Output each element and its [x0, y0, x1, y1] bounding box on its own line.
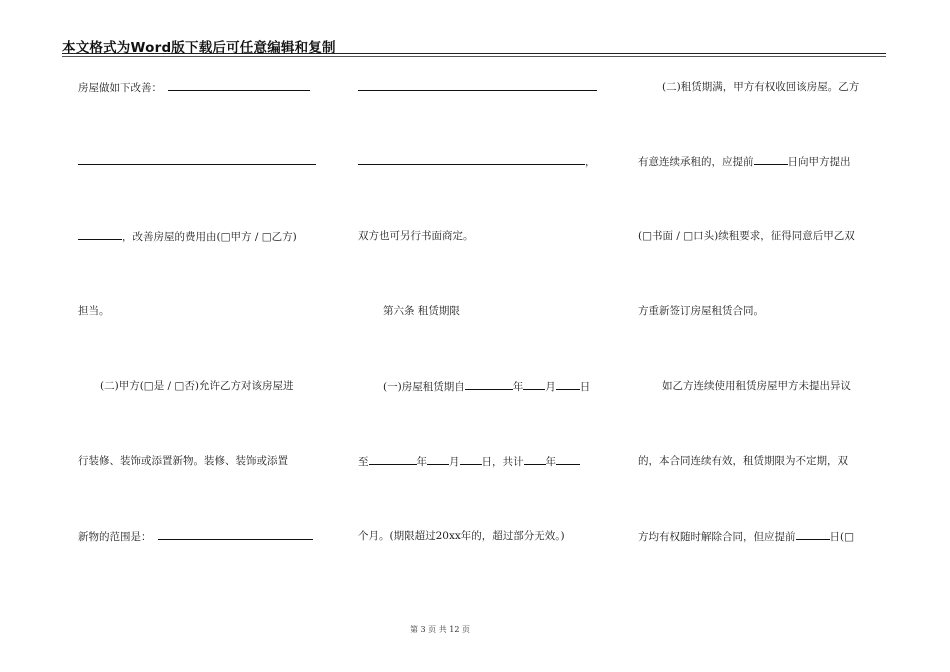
page-number: 第 3 页 共 12 页	[410, 625, 470, 634]
text: 日	[579, 381, 591, 393]
text-line: 双方也可另行书面商定。	[358, 230, 474, 242]
text-line: 方重新签订房屋租赁合同。	[638, 305, 764, 317]
fill-blank[interactable]	[796, 529, 830, 540]
text-line	[78, 154, 316, 169]
text-line	[383, 379, 590, 394]
fill-blank[interactable]	[556, 454, 580, 465]
text: 方均有权随时解除合同，但应提前	[638, 531, 796, 543]
fill-blank[interactable]	[556, 379, 580, 390]
text-line	[638, 154, 851, 169]
fill-blank[interactable]	[168, 80, 310, 91]
text-line	[638, 529, 854, 544]
text: 月	[545, 381, 556, 393]
fill-blank[interactable]	[523, 379, 545, 390]
text-line: 如乙方连续使用租赁房屋甲方未提出异议	[662, 380, 851, 392]
text: ，改善房屋的费用由(□甲方 / □乙方)	[122, 231, 297, 243]
fill-blank[interactable]	[465, 379, 513, 390]
fill-blank[interactable]	[358, 154, 585, 165]
text: 日(□	[829, 531, 855, 543]
text-line	[78, 529, 313, 544]
text: 月	[449, 456, 460, 468]
text-line	[358, 454, 580, 469]
text-line: 担当。	[78, 305, 110, 317]
fill-blank[interactable]	[158, 529, 313, 540]
text-line: 个月。(期限超过20xx年的，超过部分无效。)	[358, 530, 565, 542]
fill-blank[interactable]	[427, 454, 449, 465]
header-rule-bottom	[62, 56, 886, 57]
text-line: (□书面 / □口头)续租要求，征得同意后甲乙双	[638, 230, 855, 242]
fill-blank[interactable]	[524, 454, 546, 465]
fill-blank[interactable]	[358, 80, 597, 91]
text-line: (二)甲方(□是 / □否)允许乙方对该房屋进	[100, 380, 294, 392]
text: 新物的范围是：	[78, 531, 152, 543]
document-header-title: 本文格式为Word版下载后可任意编辑和复制	[62, 40, 336, 56]
header-rule-top	[62, 53, 886, 54]
fill-blank[interactable]	[369, 454, 417, 465]
text: (一)房屋租赁期自	[383, 381, 465, 393]
fill-blank[interactable]	[460, 454, 482, 465]
text: 年	[416, 456, 427, 468]
section-heading: 第六条 租赁期限	[383, 305, 460, 317]
text: 有意连续承租的，应提前	[638, 156, 754, 168]
text-line	[358, 154, 596, 169]
text-line	[78, 80, 310, 95]
text-line	[78, 229, 297, 244]
fill-blank[interactable]	[754, 154, 788, 165]
text: 日，共计	[481, 456, 524, 468]
text: ，	[585, 156, 596, 168]
fill-blank[interactable]	[78, 154, 316, 165]
text: 年	[512, 381, 524, 393]
text: 日向甲方提出	[787, 156, 851, 168]
text-line: (二)租赁期满，甲方有权收回该房屋。乙方	[662, 81, 860, 93]
text: 至	[358, 456, 369, 468]
fill-blank[interactable]	[78, 229, 122, 240]
text-line: 行装修、装饰或添置新物。装修、装饰或添置	[78, 455, 288, 467]
text: 年	[545, 456, 556, 468]
text: 房屋做如下改善：	[78, 82, 162, 94]
text-line	[358, 80, 597, 95]
text-line: 的，本合同连续有效，租赁期限为不定期，双	[638, 455, 848, 467]
